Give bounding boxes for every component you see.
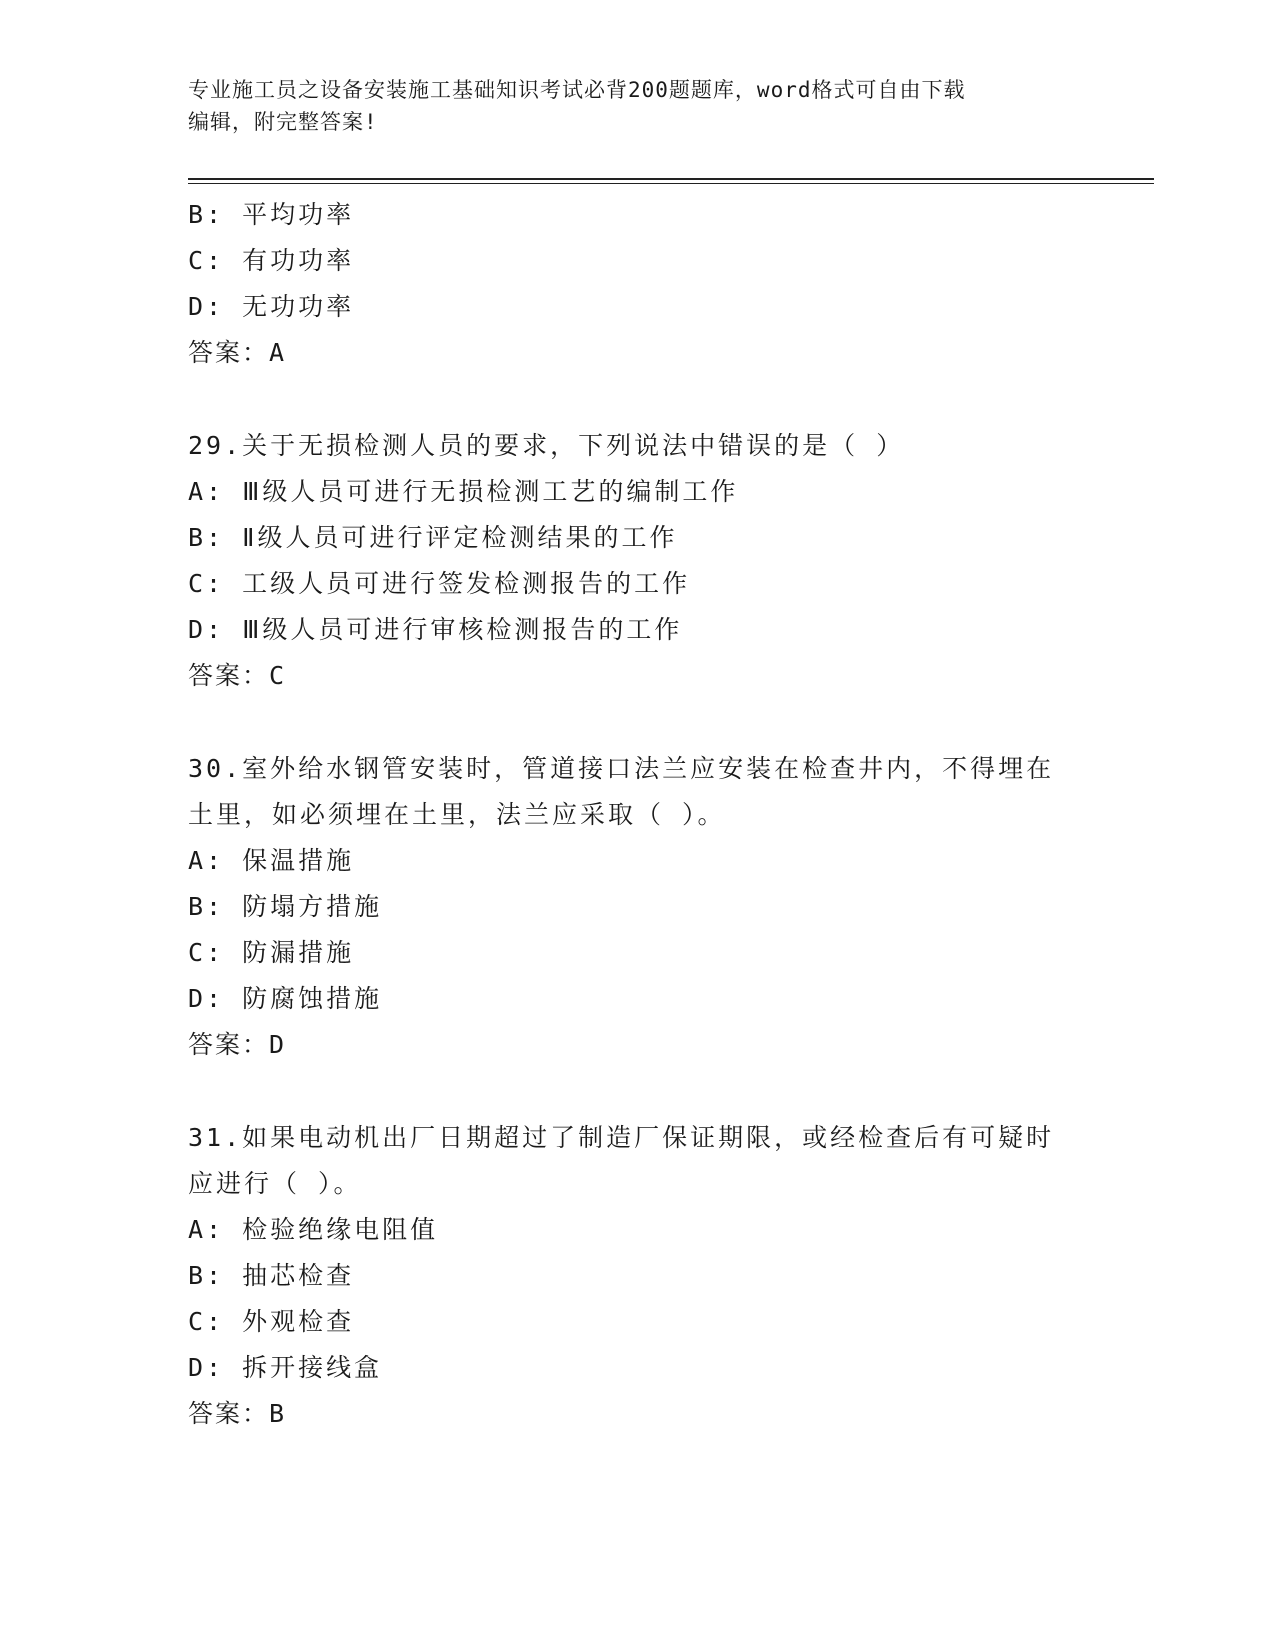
option-b: B: 防塌方措施 bbox=[188, 892, 383, 921]
question-text-line-1: 31.如果电动机出厂日期超过了制造厂保证期限，或经检查后有可疑时 bbox=[188, 1123, 1055, 1152]
question-text: 29.关于无损检测人员的要求，下列说法中错误的是（ ） bbox=[188, 431, 905, 460]
option-d: D: 拆开接线盒 bbox=[188, 1353, 383, 1382]
question-29 bbox=[188, 423, 1088, 699]
question-text-line-1: 30.室外给水钢管安装时，管道接口法兰应安装在检查井内，不得埋在 bbox=[188, 754, 1055, 783]
option-c: C: 防漏措施 bbox=[188, 938, 355, 967]
option-d: D: 无功功率 bbox=[188, 292, 355, 321]
header-divider-thin bbox=[188, 183, 1154, 184]
question-text-line-2: 应进行（ ）。 bbox=[188, 1169, 362, 1198]
spacer bbox=[188, 1068, 1088, 1115]
option-c: C: 工级人员可进行签发检测报告的工作 bbox=[188, 569, 691, 598]
spacer bbox=[188, 376, 1088, 423]
question-28-tail bbox=[188, 192, 1088, 376]
spacer bbox=[188, 699, 1088, 746]
option-c: C: 外观检查 bbox=[188, 1307, 355, 1336]
option-a: A: 检验绝缘电阻值 bbox=[188, 1215, 439, 1244]
document-header bbox=[188, 74, 1068, 138]
option-b: B: 抽芯检查 bbox=[188, 1261, 355, 1290]
question-text-line-2: 土里，如必须埋在土里，法兰应采取（ ）。 bbox=[188, 800, 726, 829]
option-d: D: Ⅲ级人员可进行审核检测报告的工作 bbox=[188, 615, 683, 644]
answer: 答案：D bbox=[188, 1030, 287, 1059]
option-a: A: Ⅲ级人员可进行无损检测工艺的编制工作 bbox=[188, 477, 739, 506]
header-divider-thick bbox=[188, 178, 1154, 180]
answer: 答案：A bbox=[188, 338, 287, 367]
header-line-2: 编辑，附完整答案! bbox=[188, 110, 378, 134]
option-a: A: 保温措施 bbox=[188, 846, 355, 875]
option-b: B: Ⅱ级人员可进行评定检测结果的工作 bbox=[188, 523, 678, 552]
answer: 答案：C bbox=[188, 661, 287, 690]
option-d: D: 防腐蚀措施 bbox=[188, 984, 383, 1013]
header-line-1: 专业施工员之设备安装施工基础知识考试必背200题题库，word格式可自由下载 bbox=[188, 78, 966, 102]
option-b: B: 平均功率 bbox=[188, 200, 355, 229]
option-c: C: 有功功率 bbox=[188, 246, 355, 275]
answer: 答案：B bbox=[188, 1399, 287, 1428]
question-content bbox=[188, 192, 1088, 1437]
question-30 bbox=[188, 746, 1088, 1068]
question-31 bbox=[188, 1115, 1088, 1437]
